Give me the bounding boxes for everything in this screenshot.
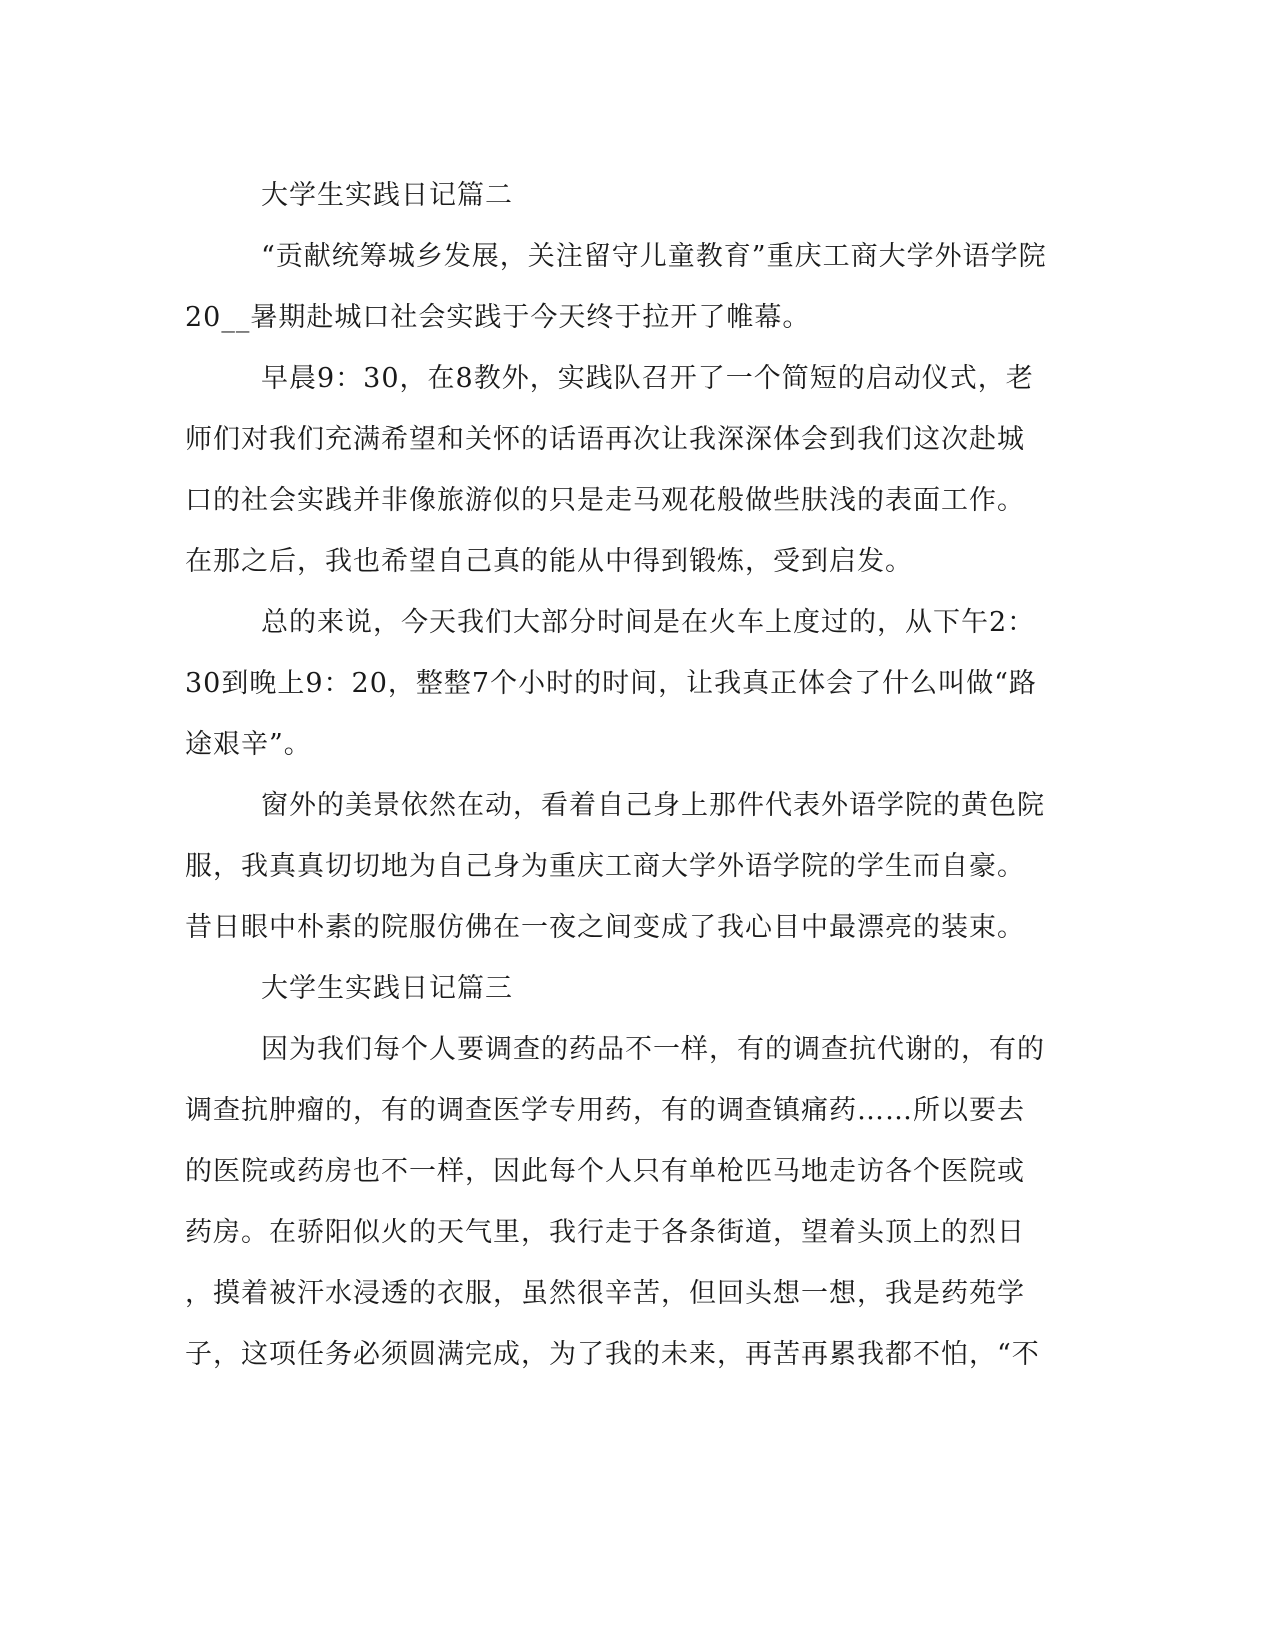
paragraph-line: 总的来说，今天我们大部分时间是在火车上度过的，从下午2：: [261, 607, 1036, 638]
paragraph-line: 服，我真真切切地为自己身为重庆工商大学外语学院的学生而自豪。: [185, 851, 1025, 882]
paragraph-line: 药房。在骄阳似火的天气里，我行走于各条街道，望着头顶上的烈日: [185, 1217, 1025, 1248]
paragraph-line: 的医院或药房也不一样，因此每个人只有单枪匹马地走访各个医院或: [185, 1156, 1025, 1187]
paragraph-line: 途艰辛”。: [185, 729, 312, 760]
paragraph-line: 窗外的美景依然在动，看着自己身上那件代表外语学院的黄色院: [261, 790, 1045, 821]
paragraph-line: 口的社会实践并非像旅游似的只是走马观花般做些肤浅的表面工作。: [185, 485, 1025, 516]
paragraph-line: “贡献统筹城乡发展，关注留守儿童教育”重庆工商大学外语学院: [261, 241, 1047, 272]
paragraph-line: 师们对我们充满希望和关怀的话语再次让我深深体会到我们这次赴城: [185, 424, 1025, 455]
paragraph-line: 调查抗肿瘤的，有的调查医学专用药，有的调查镇痛药……所以要去: [185, 1095, 1025, 1126]
paragraph-line: 因为我们每个人要调查的药品不一样，有的调查抗代谢的，有的: [261, 1034, 1045, 1065]
paragraph-line: 20__暑期赴城口社会实践于今天终于拉开了帷幕。: [185, 302, 811, 333]
paragraph-line: 在那之后，我也希望自己真的能从中得到锻炼，受到启发。: [185, 546, 913, 577]
paragraph-line: 早晨9：30，在8教外，实践队召开了一个简短的启动仪式，老: [261, 363, 1034, 394]
document-body: [185, 165, 1075, 1385]
paragraph-line: 30到晚上9：20，整整7个小时的时间，让我真正体会了什么叫做“路: [185, 668, 1037, 699]
paragraph-line: 子，这项任务必须圆满完成，为了我的未来，再苦再累我都不怕，“不: [185, 1339, 1040, 1370]
paragraph-line: 昔日眼中朴素的院服仿佛在一夜之间变成了我心目中最漂亮的装束。: [185, 912, 1025, 943]
heading-diary-part-two: 大学生实践日记篇二: [261, 180, 513, 211]
paragraph-line: ，摸着被汗水浸透的衣服，虽然很辛苦，但回头想一想，我是药苑学: [185, 1278, 1025, 1309]
heading-diary-part-three: 大学生实践日记篇三: [261, 973, 513, 1004]
